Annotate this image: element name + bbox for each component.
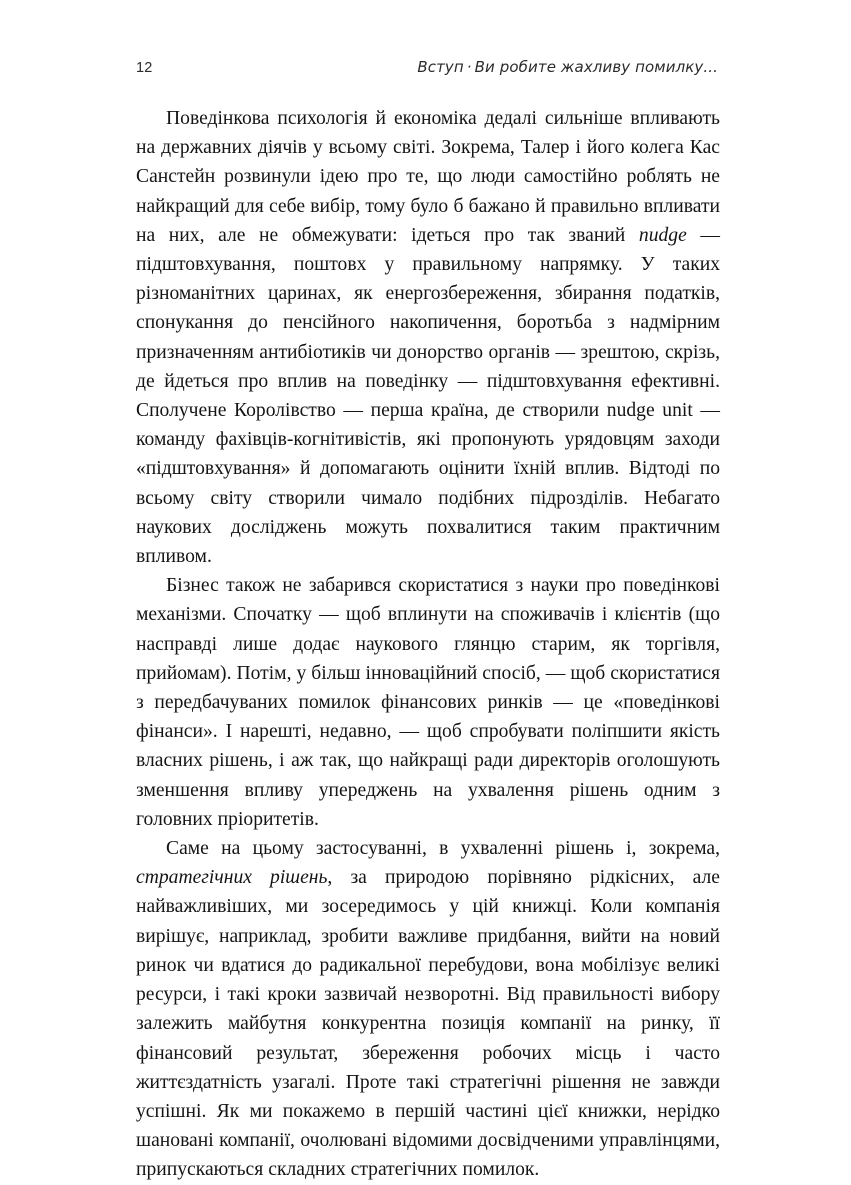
running-head-separator: · [466, 58, 472, 76]
page-number: 12 [136, 60, 153, 76]
running-head-title [417, 58, 718, 76]
emphasized-text: nudge [638, 224, 687, 246]
para-3: Саме на цьому застосуванні, в ухваленні рішень і, зокрема, стратегічних рішень, за природою порівняно рідкісних, але найважливіших, ми зосередимось у цій книжці. Коли компанія вирішує, наприклад, зробити важливе придбання, вийти на новий ринок чи вдатися до радикальної перебудови, вона мобілізує великі ресурси, і такі кроки зазвичай незворотні. Від правильності вибору залежить майбутня конкурентна позиція компанії на ринку, її фінансовий результат, збереження робочих місць і часто життєздатність узагалі. Проте такі стратегічні рішення не завжди успішні. Як ми покажемо в першій частині цієї книжки, нерідко шановані компанії, очолювані відомими досвідченими управлінцями, припускаються складних стратегічних помилок. [136, 838, 720, 1181]
running-head-chapter: Ви робите жахливу помилку... [474, 58, 718, 76]
running-head [136, 58, 718, 84]
emphasized-text: стратегічних рішень [136, 867, 328, 889]
para-2: Бізнес також не забарився скористатися з науки про поведінкові механізми. Спочатку — щоб вплинути на споживачів і клієнтів (що насправді лише додає наукового глянцю старим, як торгівля, прийомам). Потім, у більш інноваційний спосіб, — щоб скористатися з передбачуваних помилок фінансових ринків — це «поведінкові фінанси». І нарешті, недавно, — щоб спробувати поліпшити якість власних рішень, і аж так, що найкращі ради директорів оголошують зменшення впливу упереджень на ухвалення рішень одним з головних пріоритетів. [136, 575, 720, 830]
running-head-section: Вступ [417, 58, 464, 76]
para-1: Поведінкова психологія й економіка дедалі сильніше впливають на державних діячів у всьому світі. Зокрема, Талер і його колега Кас Санстейн розвинули ідею про те, що люди самостійно роблять не найкращий для себе вибір, тому було б бажано й правильно впливати на них, але не обмежувати: ідеться про так званий nudge — підштовхування, поштовх у правильному напрямку. У таких різноманітних царинах, як енергозбереження, збирання податків, спонукання до пенсійного накопичення, боротьба з надмірним призначенням антибіотиків чи донорство органів — зрештою, скрізь, де йдеться про вплив на поведінку — підштовхування ефективні. Сполучене Королівство — перша країна, де створили nudge unit — команду фахівців-когнітивістів, які пропонують урядовцям заходи «підштовхування» й допомагають оцінити їхній вплив. Відтоді по всьому світу створили чимало подібних підрозділів. Небагато наукових досліджень можуть похвалитися таким практичним впливом. [136, 108, 721, 568]
body-text-block [136, 104, 720, 1185]
